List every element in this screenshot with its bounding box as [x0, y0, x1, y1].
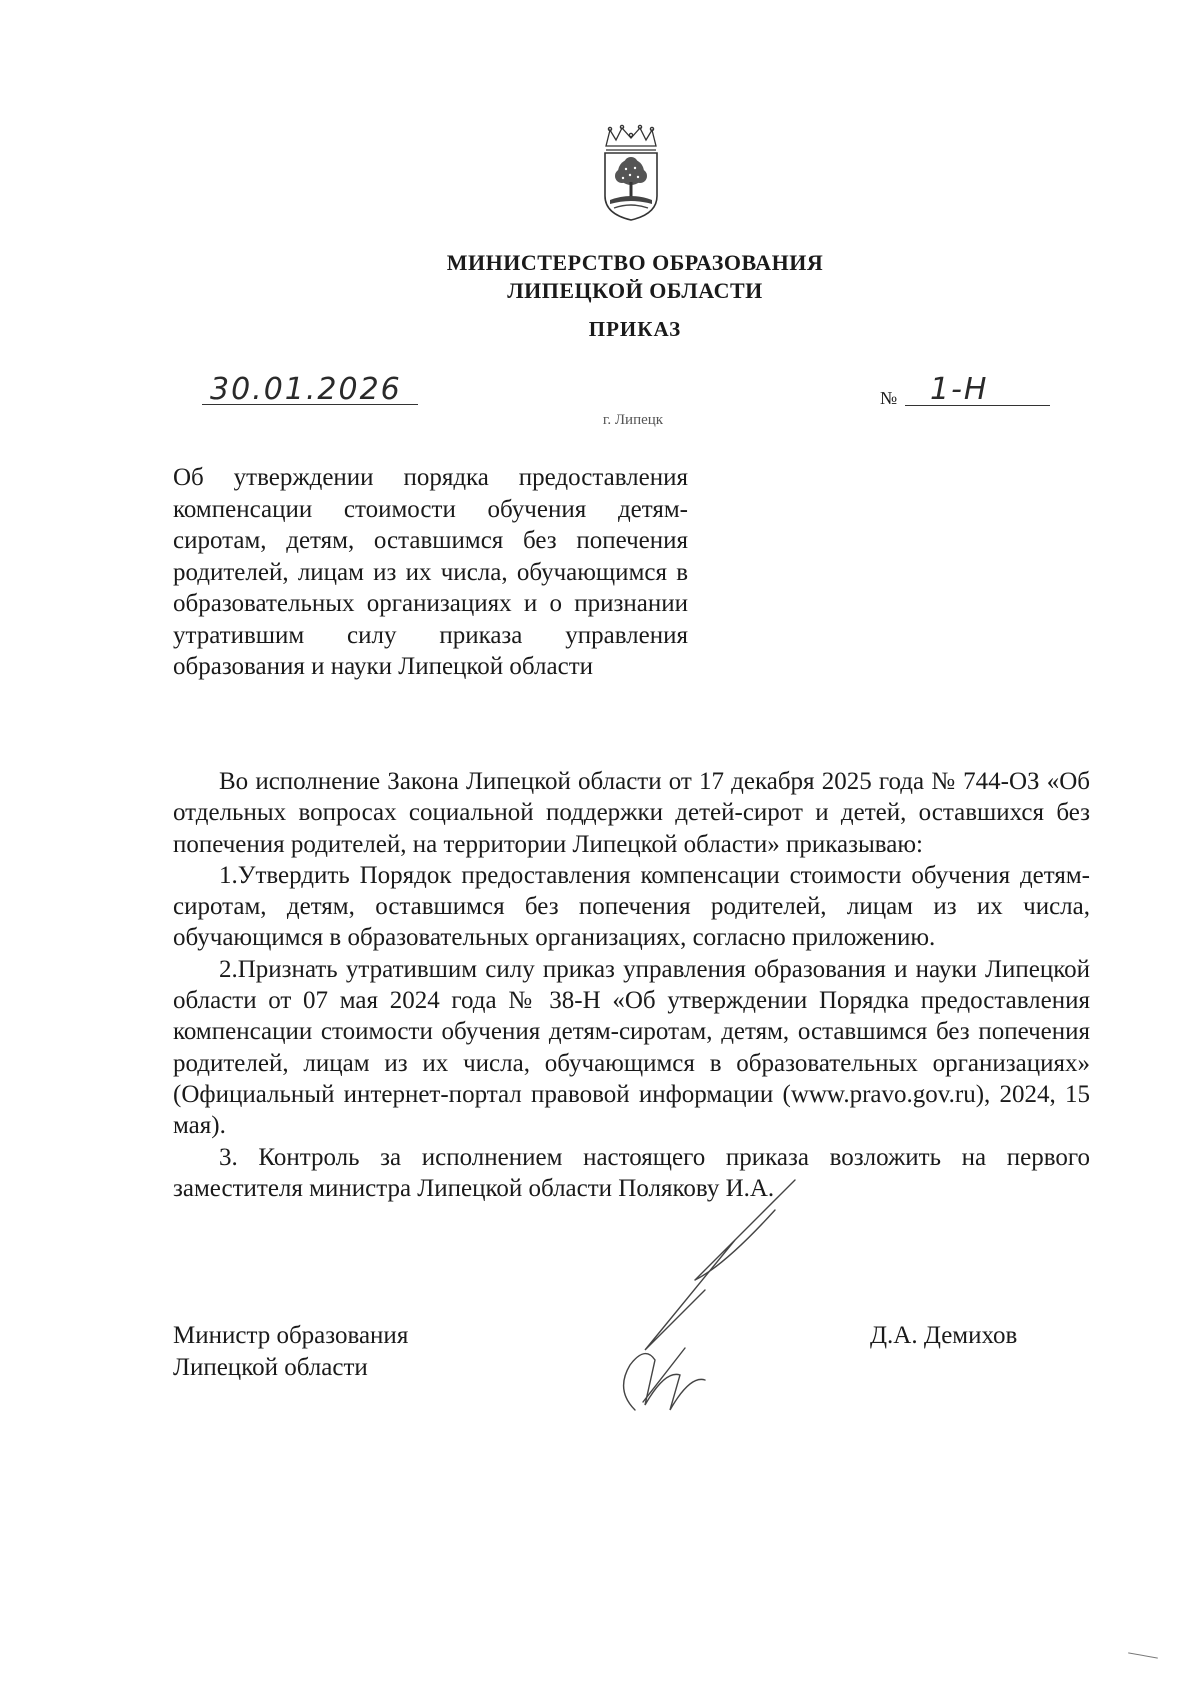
organization-name-line2: ЛИПЕЦКОЙ ОБЛАСТИ	[507, 278, 763, 303]
city-label: г. Липецк	[602, 412, 664, 428]
coat-of-arms-emblem	[600, 124, 662, 222]
item-3-paragraph: 3. Контроль за исполнением настоящего приказа возложить на первого заместителя министра Липецкой области Полякову И.А.	[173, 1143, 1090, 1202]
signatory-name: Д.А. Демихов	[870, 1322, 1018, 1349]
signatory-position-line2: Липецкой области	[173, 1354, 368, 1381]
signatory-position	[173, 1320, 408, 1384]
preamble-paragraph: Во исполнение Закона Липецкой области от 17 декабря 2025 года № 744-ОЗ «Об отдельных вопросах социальной поддержки детей-сирот и детей, оставшихся без попечения родителей, на территории Липецкой области» приказываю:	[173, 768, 1090, 858]
number-underline	[905, 405, 1050, 406]
item-1-paragraph: 1.Утвердить Порядок предоставления компенсации стоимости обучения детям-сиротам, детям, оставшимся без попечения родителей, лицам из их числа, обучающимся в образовательных организациях, согласно приложению.	[173, 861, 1090, 952]
document-type-title: ПРИКАЗ	[588, 317, 682, 341]
number-sign: №	[880, 388, 898, 408]
document-date: 30.01.2026	[210, 372, 402, 407]
document-number: 1-Н	[930, 372, 989, 407]
handwritten-signature	[575, 1170, 835, 1430]
document-subject: Об утверждении порядка предоставления компенсации стоимости обучения детям-сиротам, детям, оставшимся без попечения родителей, лицам из их числа, обучающимся в образовательных организациях и о признании утратившим силу приказа управления образования и науки Липецкой области	[173, 464, 688, 680]
organization-name-line1: МИНИСТЕРСТВО ОБРАЗОВАНИЯ	[446, 250, 824, 275]
scan-artifact	[1128, 1652, 1158, 1658]
item-2-paragraph: 2.Признать утратившим силу приказ управления образования и науки Липецкой области от 07 мая 2024 года № 38-Н «Об утверждении Порядка предоставления компенсации стоимости обучения детям-сиротам, детям, оставшимся без попечения родителей, лицам из их числа, обучающимся в образовательных организациях» (Официальный интернет-портал правовой информации (www.pravo.gov.ru), 2024, 15 мая).	[173, 955, 1090, 1140]
signatory-position-line1: Министр образования	[173, 1322, 409, 1349]
date-underline	[202, 404, 418, 405]
document-body	[173, 766, 1090, 1204]
